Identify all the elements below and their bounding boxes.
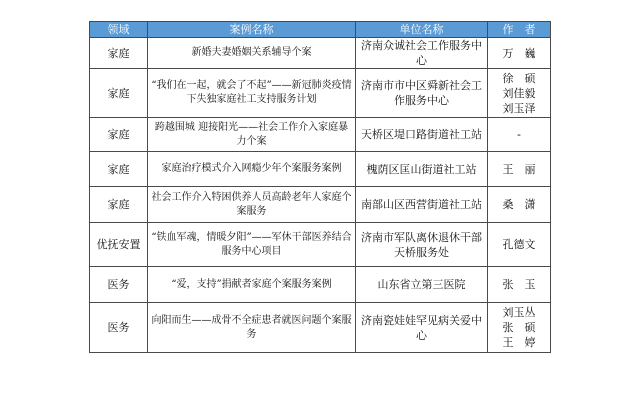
cell-unit-name: 济南市市中区舜新社会工作服务中心 xyxy=(356,69,488,118)
cell-unit-name: 山东省立第三医院 xyxy=(356,267,488,303)
case-table xyxy=(89,21,551,353)
cell-case-name: “爱，支持”捐献者家庭个案服务案例 xyxy=(148,267,356,303)
table-row xyxy=(90,69,551,118)
cell-author xyxy=(488,69,551,118)
author-name: - xyxy=(517,128,521,141)
author-name: 张 硕 xyxy=(502,321,536,334)
cell-case-name: 新婚夫妻婚姻关系辅导个案 xyxy=(148,38,356,69)
author-name: 孔德文 xyxy=(502,238,536,251)
cell-domain: 医务 xyxy=(90,267,148,303)
cell-author xyxy=(488,152,551,187)
cell-domain: 医务 xyxy=(90,303,148,353)
cell-case-name: 社会工作介入特困供养人员高龄老年人家庭个案服务 xyxy=(148,187,356,223)
cell-unit-name: 济南瓷娃娃罕见病关爱中心 xyxy=(356,303,488,353)
cell-case-name: 跨越围城 迎接阳光——社会工作介入家庭暴力个案 xyxy=(148,118,356,152)
table-row xyxy=(90,38,551,69)
cell-author xyxy=(488,187,551,223)
header-unit-name: 单位名称 xyxy=(356,22,488,38)
table-row xyxy=(90,303,551,353)
author-name: 徐 硕 xyxy=(502,71,536,85)
table-row xyxy=(90,267,551,303)
table-row xyxy=(90,118,551,152)
header-domain: 领域 xyxy=(90,22,148,38)
cell-domain: 优抚安置 xyxy=(90,223,148,267)
cell-unit-name: 济南市军队离休退休干部天桥服务处 xyxy=(356,223,488,267)
cell-domain: 家庭 xyxy=(90,69,148,118)
cell-domain: 家庭 xyxy=(90,38,148,69)
header-author: 作 者 xyxy=(488,22,551,38)
cell-author xyxy=(488,267,551,303)
cell-author xyxy=(488,38,551,69)
author-name: 刘玉丛 xyxy=(502,306,536,319)
cell-domain: 家庭 xyxy=(90,152,148,187)
cell-domain: 家庭 xyxy=(90,118,148,152)
cell-case-name: 向阳而生——成骨不全症患者就医问题个案服务 xyxy=(148,303,356,353)
author-name: 刘玉泽 xyxy=(502,101,536,115)
author-name: 桑 潇 xyxy=(502,198,536,211)
table-row xyxy=(90,223,551,267)
cell-case-name: 家庭治疗模式介入网瘾少年个案服务案例 xyxy=(148,152,356,187)
cell-unit-name: 天桥区堤口路街道社工站 xyxy=(356,118,488,152)
author-name: 万 巍 xyxy=(502,46,536,60)
cell-case-name: “铁血军魂，情暖夕阳”——军休干部医养结合服务中心项目 xyxy=(148,223,356,267)
cell-domain: 家庭 xyxy=(90,187,148,223)
author-name: 王 丽 xyxy=(502,162,536,176)
cell-unit-name: 槐荫区匡山街道社工站 xyxy=(356,152,488,187)
cell-unit-name: 济南众诚社会工作服务中心 xyxy=(356,38,488,69)
cell-case-name: “我们在一起，就会了不起”——新冠肺炎疫情下失独家庭社工支持服务计划 xyxy=(148,69,356,118)
table-header-row xyxy=(90,22,551,38)
cell-unit-name: 南部山区西营街道社工站 xyxy=(356,187,488,223)
author-name: 张 玉 xyxy=(502,278,536,291)
cell-author xyxy=(488,118,551,152)
author-name: 王 婷 xyxy=(502,336,536,349)
table-row xyxy=(90,152,551,187)
cell-author xyxy=(488,223,551,267)
table-row xyxy=(90,187,551,223)
header-case-name: 案例名称 xyxy=(148,22,356,38)
author-name: 刘佳毅 xyxy=(502,86,536,100)
cell-author xyxy=(488,303,551,353)
